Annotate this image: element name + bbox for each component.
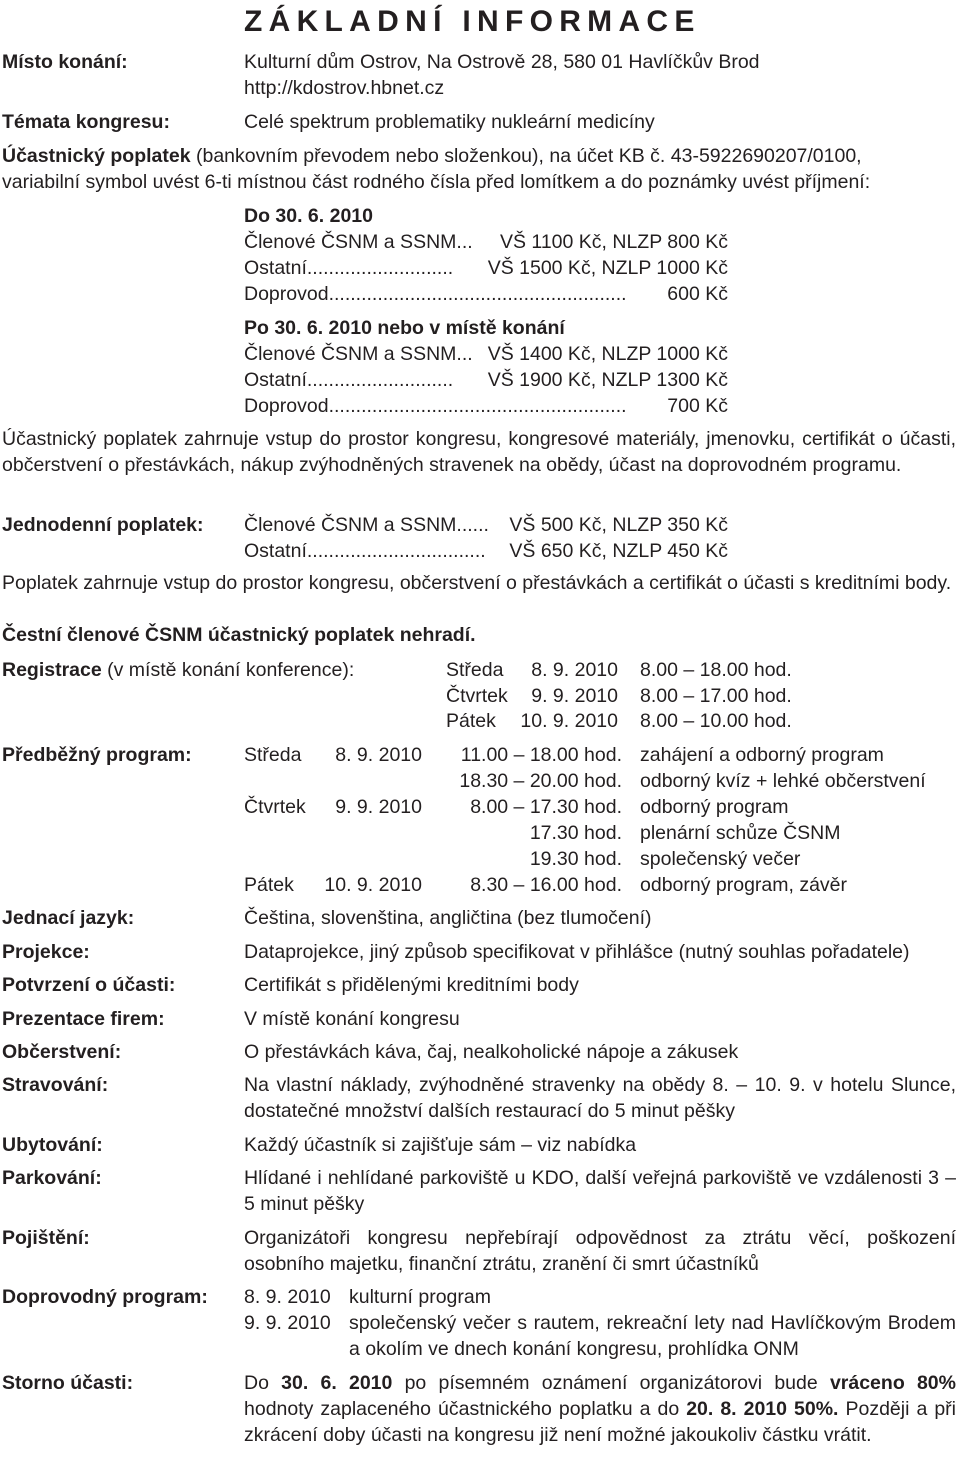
registration-date: 9. 9. 2010	[531, 685, 618, 707]
fee-row-dots: .......................................................	[328, 395, 627, 417]
program-date: 10. 9. 2010	[324, 874, 422, 896]
info-label: Občerstvení:	[2, 1041, 122, 1063]
fee-includes-paragraph: Účastnický poplatek zahrnuje vstup do prostor kongresu, kongresové materiály, jmenovku, certifikát o účasti, občerstvení o přestávkách, nákup zvýhodněných stravenek na obědy, účast na doprovodném programu.	[2, 428, 956, 476]
program-day: Čtvrtek	[244, 796, 306, 818]
fee-before-row	[244, 229, 473, 255]
day-fee-row-label: Ostatní	[244, 540, 307, 562]
info-value: Dataprojekce, jiný způsob specifikovat v přihlášce (nutný souhlas pořadatele)	[244, 941, 910, 963]
fee-before-row	[244, 255, 453, 281]
accompanying-date: 9. 9. 2010	[244, 1312, 331, 1334]
program-desc: odborný program	[640, 796, 789, 818]
cancellation-text-part: Později a při zkrácení doby účasti na kongresu již není možné jakoukoliv částku vrátit.	[244, 1398, 957, 1446]
registration-day: Pátek	[446, 710, 496, 732]
fee-row-label: Doprovod	[244, 283, 329, 305]
fee-row-label: Členové ČSNM a SSNM	[244, 343, 457, 365]
program-date: 9. 9. 2010	[335, 796, 422, 818]
fee-row-label: Ostatní	[244, 369, 307, 391]
fee-row-label: Ostatní	[244, 257, 307, 279]
registration-time: 8.00 – 10.00 hod.	[640, 710, 792, 732]
program-time: 18.30 – 20.00 hod.	[459, 770, 622, 792]
fee-row-dots: ...	[456, 231, 473, 253]
info-value: O přestávkách káva, čaj, nealkoholické nápoje a zákusek	[244, 1041, 739, 1063]
registration-label-bold: Registrace	[2, 659, 102, 681]
day-fee-label: Jednodenní poplatek:	[2, 514, 204, 536]
info-value: V místě konání kongresu	[244, 1008, 460, 1030]
fee-row-value: VŠ 1100 Kč, NLZP 800 Kč	[500, 231, 728, 253]
fee-after-heading: Po 30. 6. 2010 nebo v místě konání	[244, 317, 565, 339]
cancellation-refund: vráceno 80%	[829, 1372, 956, 1394]
fee-after-row	[244, 367, 453, 393]
honorary-members-note: Čestní členové ČSNM účastnický poplatek nehradí.	[2, 624, 476, 646]
page-title: ZÁKLADNÍ INFORMACE	[244, 5, 701, 38]
program-day: Pátek	[244, 874, 294, 896]
info-value: Organizátoři kongresu nepřebírají odpovědnost za ztrátu věcí, poškození osobního majetku, finanční ztrátu, zranění či smrt účastníků	[244, 1227, 956, 1275]
fee-row-value: 600 Kč	[667, 283, 728, 305]
info-label: Jednací jazyk:	[2, 907, 135, 929]
fee-before-heading: Do 30. 6. 2010	[244, 205, 373, 227]
registration-label-rest: (v místě konání konference):	[101, 659, 355, 681]
registration-time: 8.00 – 18.00 hod.	[640, 659, 792, 681]
program-desc: plenární schůze ČSNM	[640, 822, 841, 844]
info-value: Certifikát s přidělenými kreditními body	[244, 974, 579, 996]
registration-day: Čtvrtek	[446, 685, 508, 707]
fee-row-label: Doprovod	[244, 395, 329, 417]
program-desc: společenský večer	[640, 848, 801, 870]
info-value: Čeština, slovenština, angličtina (bez tlumočení)	[244, 907, 652, 929]
fee-payment-info: (bankovním převodem nebo složenkou), na účet KB č. 43-5922690207/0100,	[190, 145, 862, 167]
cancellation-text-part: po písemném oznámení organizátorovi bude	[392, 1372, 830, 1394]
info-label: Prezentace firem:	[2, 1008, 165, 1030]
fee-label: Účastnický poplatek	[2, 145, 191, 167]
day-fee-row	[244, 538, 486, 564]
day-fee-row-dots: ......	[456, 514, 489, 536]
fee-line-2: variabilní symbol uvést 6-ti místnou část rodného čísla před lomítkem a do poznámky uvést příjmení:	[2, 171, 871, 193]
registration-day: Středa	[446, 659, 504, 681]
venue-address: Kulturní dům Ostrov, Na Ostrově 28, 580 01 Havlíčkův Brod	[244, 51, 760, 73]
accompanying-date: 8. 9. 2010	[244, 1286, 331, 1308]
registration-date: 8. 9. 2010	[531, 659, 618, 681]
cancellation-deadline: 30. 6. 2010	[281, 1372, 393, 1394]
program-time: 19.30 hod.	[529, 848, 622, 870]
program-time: 8.00 – 17.30 hod.	[470, 796, 622, 818]
program-label: Předběžný program:	[2, 744, 192, 766]
fee-row-dots: ...	[456, 343, 473, 365]
info-label: Stravování:	[2, 1074, 109, 1096]
program-time: 17.30 hod.	[529, 822, 622, 844]
day-fee-row	[244, 512, 489, 538]
info-label: Pojištění:	[2, 1227, 90, 1249]
day-fee-row-label: Členové ČSNM a SSNM	[244, 514, 457, 536]
topics-label: Témata kongresu:	[2, 111, 170, 133]
cancellation-label: Storno účasti:	[2, 1372, 134, 1394]
info-label: Parkování:	[2, 1167, 102, 1189]
registration-label	[2, 657, 354, 683]
registration-time: 8.00 – 17.00 hod.	[640, 685, 792, 707]
fee-row-dots: .......................................................	[328, 283, 627, 305]
topics-value: Celé spektrum problematiky nukleární medicíny	[244, 111, 655, 133]
fee-before-row	[244, 281, 627, 307]
program-time: 11.00 – 18.00 hod.	[460, 744, 622, 766]
info-label: Potvrzení o účasti:	[2, 974, 176, 996]
info-value: Na vlastní náklady, zvýhodněné stravenky na obědy 8. – 10. 9. v hotelu Slunce, dostatečné množství dalších restaurací do 5 minut pěšky	[244, 1074, 956, 1122]
fee-row-dots: ...........................	[306, 257, 454, 279]
day-fee-row-value: VŠ 500 Kč, NLZP 350 Kč	[509, 514, 728, 536]
cancellation-text-part: Do	[244, 1372, 282, 1394]
cancellation-text-part: hodnoty zaplaceného účastnického poplatku a do	[244, 1398, 687, 1420]
venue-website: http://kdostrov.hbnet.cz	[244, 77, 445, 99]
program-desc: zahájení a odborný program	[640, 744, 884, 766]
program-day: Středa	[244, 744, 302, 766]
fee-after-row	[244, 393, 627, 419]
info-label: Projekce:	[2, 941, 90, 963]
fee-row-dots: ...........................	[306, 369, 454, 391]
cancellation-text	[244, 1370, 956, 1448]
program-date: 8. 9. 2010	[335, 744, 422, 766]
program-desc: odborný program, závěr	[640, 874, 848, 896]
accompanying-desc: kulturní program	[349, 1286, 491, 1308]
info-value: Každý účastník si zajišťuje sám – viz nabídka	[244, 1134, 637, 1156]
fee-line-1	[2, 143, 862, 169]
registration-date: 10. 9. 2010	[520, 710, 618, 732]
venue-label: Místo konání:	[2, 51, 128, 73]
info-label: Ubytování:	[2, 1134, 103, 1156]
info-value: Hlídané i nehlídané parkoviště u KDO, další veřejná parkoviště ve vzdálenosti 3 – 5 minut pěšky	[244, 1167, 956, 1215]
fee-row-value: VŠ 1400 Kč, NLZP 1000 Kč	[487, 343, 728, 365]
fee-row-value: VŠ 1500 Kč, NZLP 1000 Kč	[487, 257, 728, 279]
fee-row-value: 700 Kč	[667, 395, 728, 417]
program-desc: odborný kvíz + lehké občerstvení	[640, 770, 926, 792]
cancellation-second-deadline: 20. 8. 2010 50%.	[686, 1398, 839, 1420]
day-fee-includes-paragraph: Poplatek zahrnuje vstup do prostor kongresu, občerstvení o přestávkách a certifikát o účasti s kreditními body.	[2, 572, 952, 594]
program-time: 8.30 – 16.00 hod.	[470, 874, 622, 896]
fee-row-label: Členové ČSNM a SSNM	[244, 231, 457, 253]
day-fee-row-dots: .................................	[306, 540, 486, 562]
accompanying-label: Doprovodný program:	[2, 1286, 208, 1308]
fee-after-row	[244, 341, 473, 367]
fee-row-value: VŠ 1900 Kč, NZLP 1300 Kč	[487, 369, 728, 391]
accompanying-desc: společenský večer s rautem, rekreační lety nad Havlíčkovým Brodem a okolím ve dnech konání kongresu, prohlídka ONM	[349, 1312, 956, 1360]
day-fee-row-value: VŠ 650 Kč, NZLP 450 Kč	[509, 540, 728, 562]
